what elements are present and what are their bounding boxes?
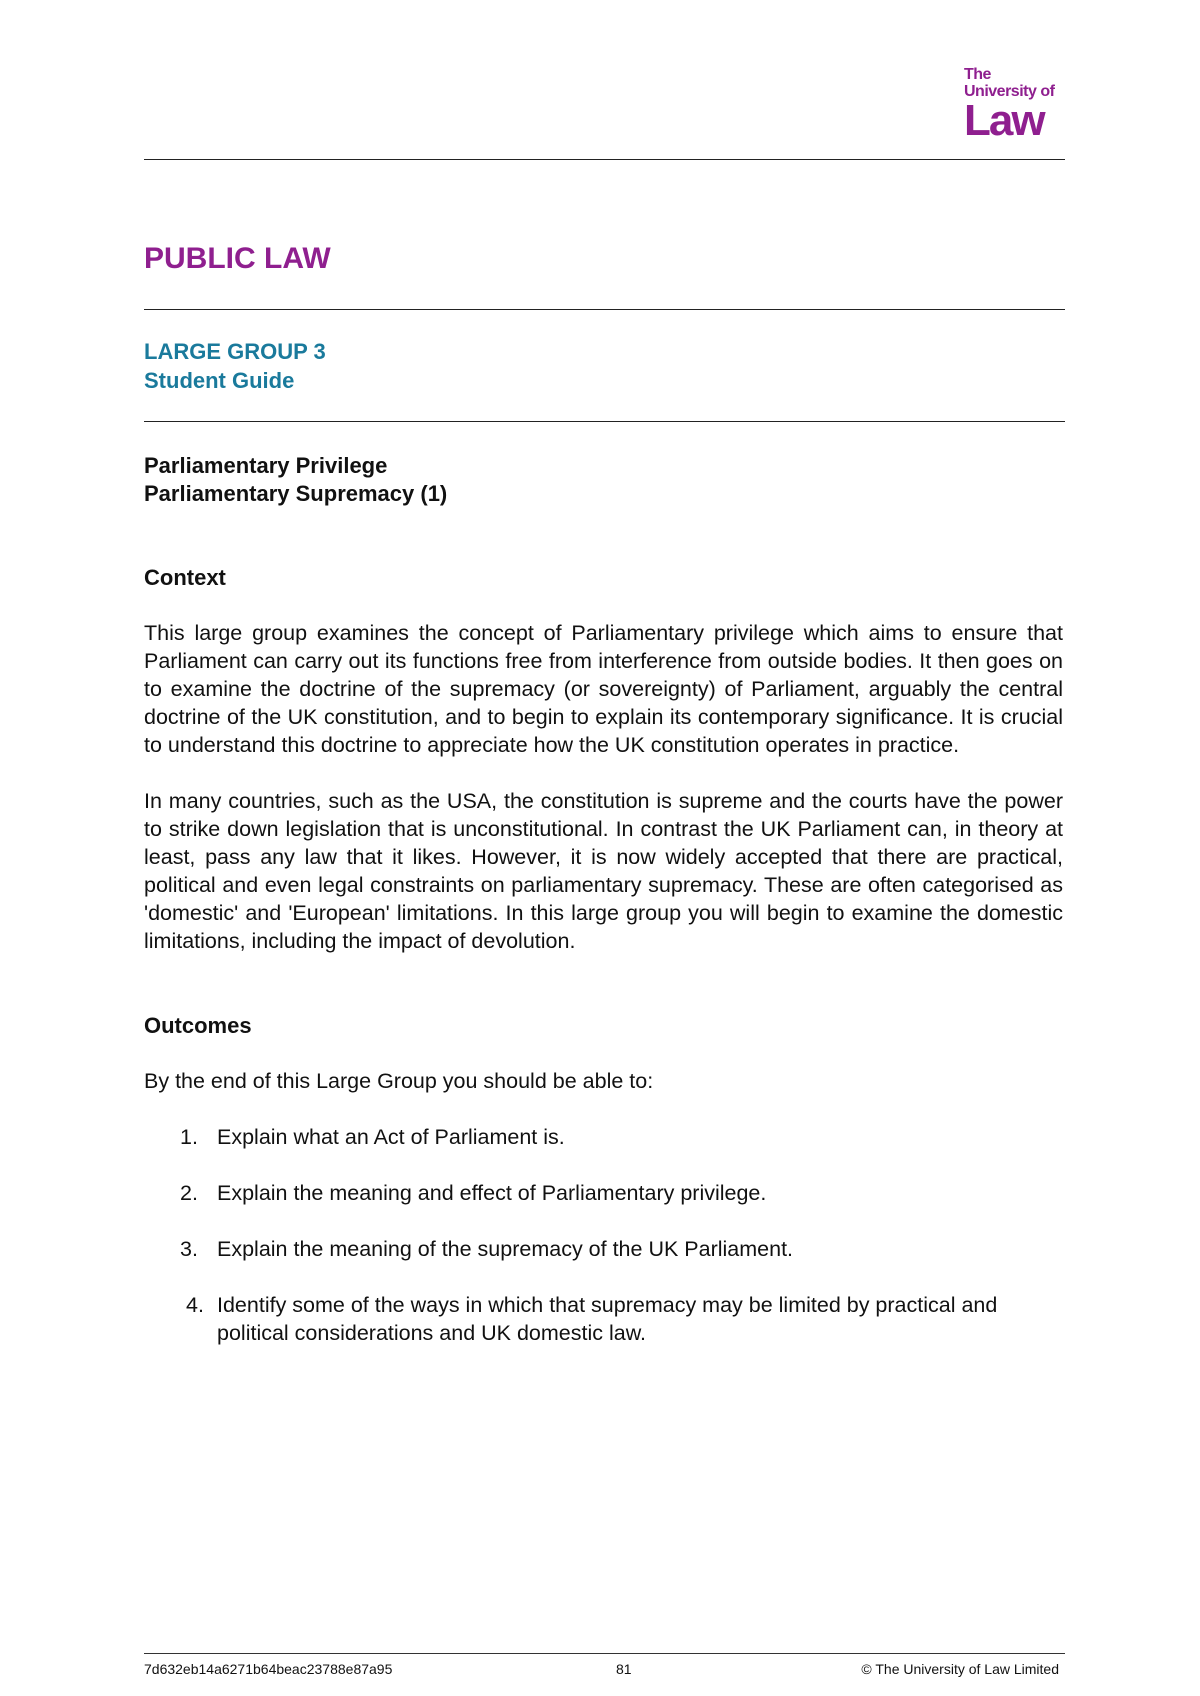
page-footer [144,1660,1065,1680]
context-paragraph: This large group examines the concept of Parliamentary privilege which aims to ensure that Parliament can carry out its functions free from interference from outside bodies. It then goes on to examine the doctrine of the supremacy (or sovereignty) of Parliament, arguably the central doctrine of the UK constitution, and to begin to explain its contemporary significance. It is crucial to understand this doctrine to appreciate how the UK constitution operates in practice. [144,621,1063,757]
list-item-number: 2. [180,1181,198,1205]
university-logo [964,66,1064,145]
topic-item: Parliamentary Privilege [144,453,388,478]
logo-line-the: The [964,66,991,83]
list-item [144,1235,1063,1263]
outcomes-intro: By the end of this Large Group you should be able to: [144,1069,654,1093]
session-divider [144,421,1065,422]
page-number: 81 [616,1661,632,1677]
list-item-number: 1. [180,1125,198,1149]
list-item-text: Identify some of the ways in which that supremacy may be limited by practical and political considerations and UK domestic law. [217,1293,998,1345]
header-divider [144,159,1065,160]
main-content [144,564,1063,1375]
outcomes-list [144,1123,1063,1347]
list-item [144,1291,1063,1347]
title-divider [144,309,1065,310]
list-item [144,1179,1063,1207]
logo-line-law: Law [964,96,1044,145]
list-item-number: 4. [186,1293,204,1317]
list-item-text: Explain what an Act of Parliament is. [217,1125,565,1149]
list-item-text: Explain the meaning of the supremacy of the UK Parliament. [217,1237,794,1261]
topics-list [144,452,447,508]
list-item-text: Explain the meaning and effect of Parliamentary privilege. [217,1181,767,1205]
context-paragraph: In many countries, such as the USA, the constitution is supreme and the courts have the power to strike down legislation that is unconstitutional. In contrast the UK Parliament can, in theory at least, pass any law that it likes. However, it is now widely accepted that there are practical, political and even legal constraints on parliamentary supremacy. These are often categorised as 'domestic' and 'European' limitations. In this large group you will begin to examine the domestic limitations, including the impact of devolution. [144,789,1063,953]
topic-item: Parliamentary Supremacy (1) [144,481,448,506]
session-label: LARGE GROUP 3 [144,339,326,364]
course-title: PUBLIC LAW [144,242,331,275]
list-item-number: 3. [180,1237,198,1261]
session-block [144,337,326,395]
logo-line-university-of: University of [964,83,1055,100]
copyright-notice: © The University of Law Limited [861,1661,1059,1677]
context-heading: Context [144,565,226,590]
footer-divider [144,1653,1065,1654]
document-id: 7d632eb14a6271b64beac23788e87a95 [144,1661,393,1677]
list-item [144,1123,1063,1151]
outcomes-heading: Outcomes [144,1013,252,1038]
guide-label: Student Guide [144,368,295,393]
